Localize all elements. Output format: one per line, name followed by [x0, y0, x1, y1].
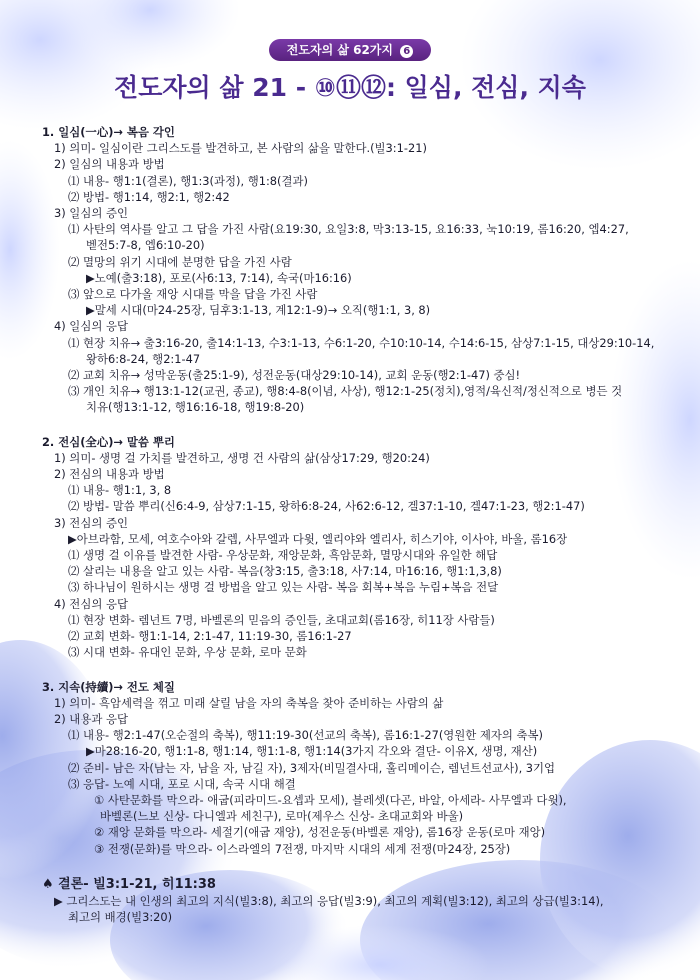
outline-line: ⑶ 응답- 노예 시대, 포로 시대, 속국 시대 해결 [68, 776, 296, 791]
section-gap [42, 857, 682, 875]
conclusion-heading: ♠ 결론- 빌3:1-21, 히11:38 [42, 876, 216, 892]
outline-line: 2) 일심의 내용과 방법 [54, 157, 165, 172]
outline-line: ▶아브라함, 모세, 여호수아와 갈렙, 사무엘과 다윗, 엘리야와 엘리사, 히스기야, 이사야, 바울, 롬16장 [68, 531, 568, 546]
section-heading: 1. 일심(一心)→ 복음 각인 [42, 125, 175, 139]
section-gap [42, 661, 682, 679]
outline-line: ⑵ 교회 변화- 행1:1-14, 2:1-47, 11:19-30, 롬16:1-27 [68, 629, 352, 644]
outline-line: ① 사탄문화를 막으라- 애굽(피라미드-요셉과 모세), 블레셋(다곤, 바알, 아세라- 사무엘과 다윗), [94, 792, 567, 807]
conclusion-line: ▶ 그리스도는 내 인생의 최고의 지식(빌3:8), 최고의 응답(빌3:9), 최고의 계획(빌3:12), 최고의 상급(빌3:14), [54, 893, 604, 908]
outline-line: 4) 전심의 응답 [54, 596, 128, 611]
outline-line: 치유(행13:1-12, 행16:16-18, 행19:8-20) [86, 400, 305, 415]
badge-label: 전도자의 삶 62가지 [286, 43, 393, 57]
outline-line: 1) 의미- 일심이란 그리스도를 발견하고, 본 사람의 삶을 말한다.(빌3:1-21) [54, 141, 427, 156]
section-gap [42, 416, 682, 434]
badge-number: 6 [400, 45, 413, 58]
outline-line: ⑶ 하나님이 원하시는 생명 걸 방법을 알고 있는 사람- 복음 회복+복음 누림+복음 전달 [68, 580, 499, 595]
series-badge [269, 39, 431, 61]
outline-line: ⑵ 살리는 내용을 알고 있는 사람- 복음(창3:15, 출3:18, 사7:14, 마16:16, 행1:1,3,8) [68, 564, 502, 579]
outline-line: ⑴ 내용- 행2:1-47(오순절의 축복), 행11:19-30(선교의 축복), 롬16:1-27(영원한 제자의 축복) [68, 728, 544, 743]
outline-line: 바벨론(느보 신상- 다니엘과 세친구), 로마(제우스 신상- 초대교회와 바울) [100, 809, 464, 824]
outline-line: 4) 일심의 응답 [54, 319, 128, 334]
outline-line: 벧전5:7-8, 엡6:10-20) [86, 238, 205, 253]
outline-line: 3) 전심의 증인 [54, 515, 128, 530]
outline-line: ▶마28:16-20, 행1:1-8, 행1:14, 행1:1-8, 행1:14(3가지 각오와 결단- 이유X, 생명, 재산) [86, 744, 538, 759]
outline-line: ⑶ 앞으로 다가올 재앙 시대를 막을 답을 가진 사람 [68, 287, 318, 302]
outline-line: ③ 전쟁(문화)를 막으라- 이스라엘의 7전쟁, 마지막 시대의 세계 전쟁(마24장, 25장) [94, 841, 511, 856]
outline-line: ⑵ 교회 치유→ 성막운동(출25:1-9), 성전운동(대상29:10-14), 교회 운동(행2:1-47) 중심! [68, 368, 521, 383]
outline-line: ⑴ 생명 걸 이유를 발견한 사람- 우상문화, 재앙문화, 흑암문화, 멸망시대와 유일한 해답 [68, 548, 498, 563]
outline-line: ⑴ 내용- 행1:1(결론), 행1:3(과정), 행1:8(결과) [68, 173, 308, 188]
outline-line: ⑵ 방법- 말씀 뿌리(신6:4-9, 삼상7:1-15, 왕하6:8-24, 사62:6-12, 겔37:1-10, 겔47:1-23, 행2:1-47) [68, 499, 585, 514]
outline-line: ⑵ 멸망의 위기 시대에 분명한 답을 가진 사람 [68, 254, 292, 269]
outline-line: 1) 의미- 생명 걸 가치를 발견하고, 생명 건 사람의 삶(삼상17:29, 행20:24) [54, 450, 430, 465]
conclusion-line: 최고의 배경(빌3:20) [68, 910, 173, 925]
section-heading: 2. 전심(全心)→ 말씀 뿌리 [42, 434, 175, 449]
outline-line: ⑴ 현장 치유→ 출3:16-20, 출14:1-13, 수3:1-13, 수6:1-20, 수10:10-14, 수14:6-15, 삼상7:1-15, 대상29:10-14, [68, 335, 655, 350]
page-title: 전도자의 삶 21 - ⑩⑪⑫: 일심, 전심, 지속 [114, 73, 586, 102]
outline-line: 왕하6:8-24, 행2:1-47 [86, 351, 201, 366]
outline-line: ⑶ 시대 변화- 유대인 문화, 우상 문화, 로마 문화 [68, 645, 307, 660]
document-body [42, 124, 682, 925]
outline-line: 1) 의미- 흑암세력을 꺾고 미래 살릴 남을 자의 축복을 찾아 준비하는 사람의 삶 [54, 695, 444, 710]
outline-line: ⑵ 준비- 남은 자(남는 자, 남을 자, 남길 자), 3제자(비밀결사대, 훌리메이슨, 렘넌트선교사), 3기업 [68, 760, 556, 775]
outline-line: ▶노예(출3:18), 포로(사6:13, 7:14), 속국(마16:16) [86, 270, 352, 285]
outline-line: ⑴ 현장 변화- 렘넌트 7명, 바벨론의 믿음의 증인들, 초대교회(롬16장, 히11장 사람들) [68, 612, 495, 627]
outline-line: ⑶ 개인 치유→ 행13:1-12(교권, 종교), 행8:4-8(이념, 사상), 행12:1-25(정치),영적/육신적/정신적으로 병든 것 [68, 384, 623, 399]
outline-line: 2) 전심의 내용과 방법 [54, 467, 165, 482]
outline-line: ② 재앙 문화를 막으라- 세절기(애굽 재앙), 성전운동(바벨론 재앙), 롬16장 운동(로마 재앙) [94, 825, 546, 840]
section-heading: 3. 지속(持續)→ 전도 체질 [42, 679, 175, 694]
outline-line: 2) 내용과 응답 [54, 711, 128, 726]
outline-line: ⑴ 내용- 행1:1, 3, 8 [68, 483, 172, 498]
outline-line: ▶말세 시대(마24-25장, 딤후3:1-13, 계12:1-9)→ 오직(행1:1, 3, 8) [86, 303, 431, 318]
outline-line: ⑴ 사탄의 역사를 알고 그 답을 가진 사람(요19:30, 요일3:8, 막3:13-15, 요16:33, 눅10:19, 롬16:20, 엡4:27, [68, 222, 629, 237]
outline-line: ⑵ 방법- 행1:14, 행2:1, 행2:42 [68, 189, 230, 204]
outline-line: 3) 일심의 증인 [54, 206, 128, 221]
